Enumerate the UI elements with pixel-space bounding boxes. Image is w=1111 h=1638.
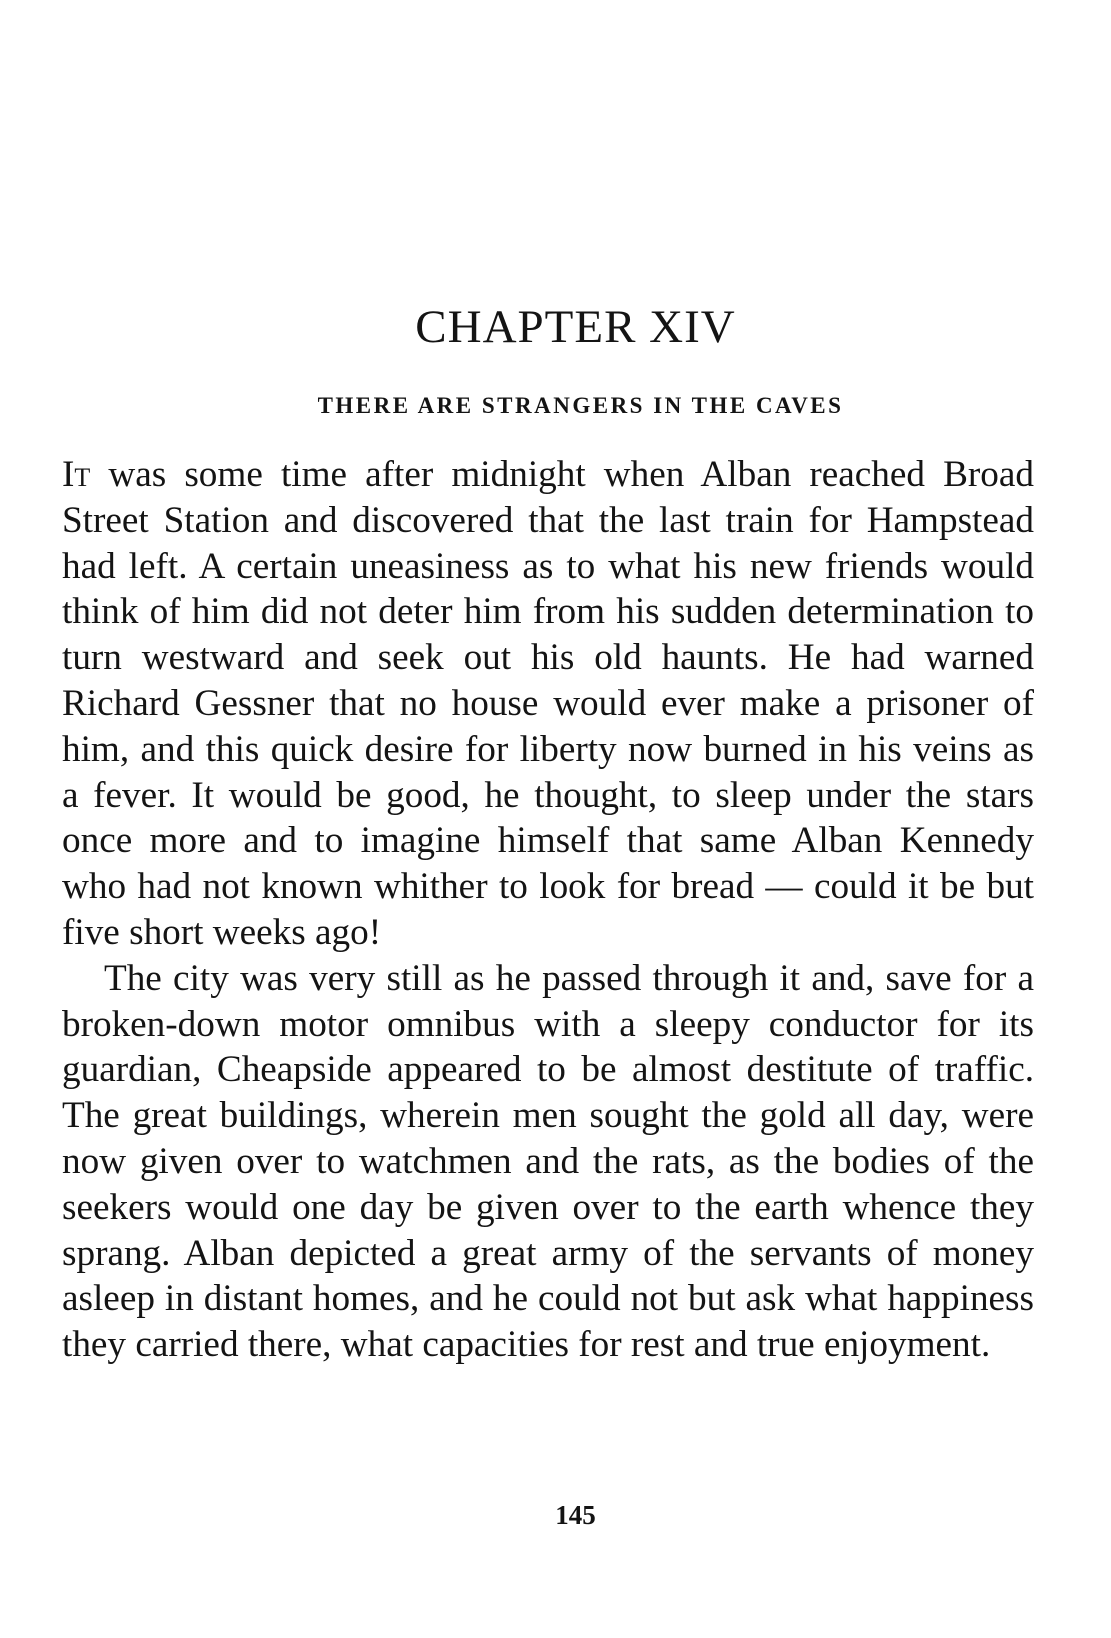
paragraph-lead-word: It [62,454,91,495]
page-number: 145 [555,1500,596,1530]
chapter-subtitle: THERE ARE STRANGERS IN THE CAVES [317,393,844,418]
paragraph-2 [62,956,1034,1368]
paragraph-1 [62,452,1034,956]
chapter-title: CHAPTER XIV [415,301,736,353]
paragraph-text: The city was very still as he passed through it and, save for a broken-down motor omnibus with a sleepy conductor for its guardian, Cheapside appeared to be almost destitute of traffic. The great buildings, wherein men sought the gold all day, were now given over to watchmen and the rats, as the bodies of the seekers would one day be given over to the earth whence they sprang. Alban depicted a great army of the servants of money asleep in distant homes, and he could not but ask what happiness they carried there, what capacities for rest and true enjoyment. [62,957,1034,1366]
paragraph-text: was some time after midnight when Alban reached Broad Street Station and discovered that the last train for Hampstead had left. A certain uneasiness as to what his new friends would think of him did not deter him from his sudden determination to turn westward and seek out his old haunts. He had warned Richard Gessner that no house would ever make a prisoner of him, and this quick desire for liberty now burned in his veins as a fever. It would be good, he thought, to sleep under the stars once more and to imagine himself that same Alban Kennedy who had not known whither to look for bread — could it be but five short weeks ago! [62,454,1034,953]
chapter-body [62,452,1034,1368]
